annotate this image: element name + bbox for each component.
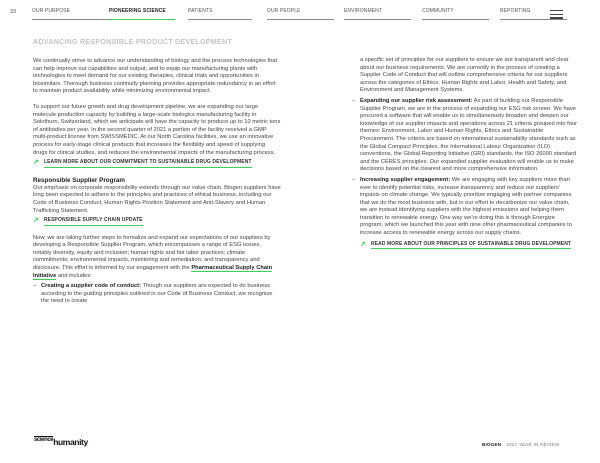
right-column: [352, 57, 578, 258]
arrow-up-right-icon: ↗: [33, 159, 39, 167]
brand-name: BIOGEN: [482, 442, 502, 447]
nav-community[interactable]: COMMUNITY: [422, 8, 489, 20]
initiatives-list-continued: [352, 98, 578, 238]
list-item-continuation: a specific set of principles for our suppliers to ensure we are transparent and clear about our business requirements. We are currently in the process of creating a Supplier Code of Conduct that will outline comprehensive criteria for our suppliers across the categories of Ethics, Human Rights and Labor, Health and Safety, and Environment and Management Systems.: [360, 57, 569, 94]
intro-paragraph: We continually strive to advance our understanding of biology and the process technologies that can help improve our capabilities and output, and to equip our manufacturing plants with technologies to meet demand for our existing therapies, clinical trials and opportunities in biosimilars. Thorough business continuity planning provides appropriate redundancy in an effort to maintain product availability while minimizing environmental impact.: [33, 58, 278, 95]
value-chain-paragraph: Our emphasis on corporate responsibility extends through our value chain. Biogen suppliers have long been expected to adhere to the principles and practices of ethical business, including our Code of Business Conduct, Human Rights Position Statement and Anti-Slavery and Human Trafficking Statement.: [33, 184, 281, 214]
arrow-up-right-icon: ↗: [360, 240, 366, 248]
left-column: [33, 58, 281, 309]
science-humanity-logo: $^{science}$humanity: [34, 437, 88, 447]
capacity-paragraph: To support our future growth and drug development pipeline, we are expanding our large molecule production capacity by building a large-scale biologics manufacturing facility in Solothurn, Switzerland, which we anticipate will have the capacity to produce up to 10 metric tons of antibodies per year. In the second quarter of 2021 a portion of the facility received a GMP multi-product license from SWISSMEDIC. At our North Carolina facilities, we use an innovative process for early-stage clinical products that increases the flexibility and speed of supplying drugs for clinical studies, and reduces the environmental impacts of the manufacturing process.: [33, 103, 281, 156]
hamburger-menu-icon[interactable]: [550, 10, 563, 19]
nav-our-people[interactable]: OUR PEOPLE: [267, 8, 334, 20]
page-number: 33: [10, 9, 17, 15]
principles-link[interactable]: ↗ READ MORE ABOUT OUR PRINCIPLES OF SUSTAINABLE DRUG DEVELOPMENT: [360, 240, 572, 248]
nav-our-purpose[interactable]: OUR PURPOSE: [32, 8, 138, 20]
nav-pioneering-science[interactable]: PIONEERING SCIENCE: [109, 8, 175, 20]
psci-link[interactable]: Pharmaceutical Supply Chain Initiative: [33, 265, 273, 279]
supply-chain-update-link[interactable]: ↗ RESPONSIBLE SUPPLY CHAIN UPDATE: [33, 217, 143, 225]
footer-report-label: BIOGEN 2021 YEAR IN REVIEW: [482, 442, 560, 447]
list-item: – Increasing supplier engagement: We are engaging with key suppliers more than ever to identify potential risks, increase transparency and reduce our suppliers' impacts on climate change. We typically prioritize engaging with partner companies that we do the most business with, but in our effort to decarbonize our value chain, we are instead identifying suppliers with the highest emissions and helping them transition to renewable energy. One way we're doing this is through Energize program, which we launched this year with nine other pharmaceutical companies to increase access to renewable energy across our supply chains.: [352, 177, 578, 238]
list-item: – Expanding our supplier risk assessment: As part of building our Responsible Supplier Program, we are in the process of expanding our ESG risk screen. We have procured a software that will enable us to simultaneously broaden and deepen our knowledge of our supplier impacts and operations across 21 criteria grouped into four themes: Environment, Labor and Human Rights, Ethics and Sustainable Procurement. The criteria are based on international sustainability standards such as the Global Compact Principles, the International Labour Organization (ILO) conventions, the Global Reporting Initiative (GRI) standards, the ISO 26000 standard and the CERES principles. Our expanded supplier evaluation will enable us to make decisions based on the clearest and more comprehensive information.: [352, 98, 578, 174]
nav-patients[interactable]: PATIENTS: [188, 8, 252, 20]
nav-environment[interactable]: ENVIRONMENT: [344, 8, 411, 20]
arrow-up-right-icon: ↗: [33, 217, 39, 225]
section-title: ADVANCING RESPONSIBLE PRODUCT DEVELOPMENT: [33, 37, 232, 46]
initiatives-list: [33, 283, 281, 306]
nav-reporting[interactable]: REPORTING: [500, 8, 567, 20]
supplier-program-heading: Responsible Supplier Program: [33, 176, 126, 184]
top-navigation: [32, 8, 537, 20]
program-paragraph: Now, we are taking further steps to formalize and expand our expectations of our suppliers by developing a Responsible Supplier Program, which encompasses a range of ESG issues, notably diversity, equity and inclusion; human rights and fair labor practices; climate commitments; environmental impacts, monitoring and remediation; and transparency and disclosure. This effort is informed by our engagement with the Pharmaceutical Supply Chain Initiative and includes:: [33, 234, 273, 279]
list-item: – Creating a supplier code of conduct: Though our suppliers are expected to do business according to the guiding principles outlined in our Code of Business Conduct, we recognize the need to create: [33, 283, 281, 306]
sustainable-drug-development-link[interactable]: ↗ LEARN MORE ABOUT OUR COMMITMENT TO SUSTAINABLE DRUG DEVELOPMENT: [33, 159, 252, 167]
